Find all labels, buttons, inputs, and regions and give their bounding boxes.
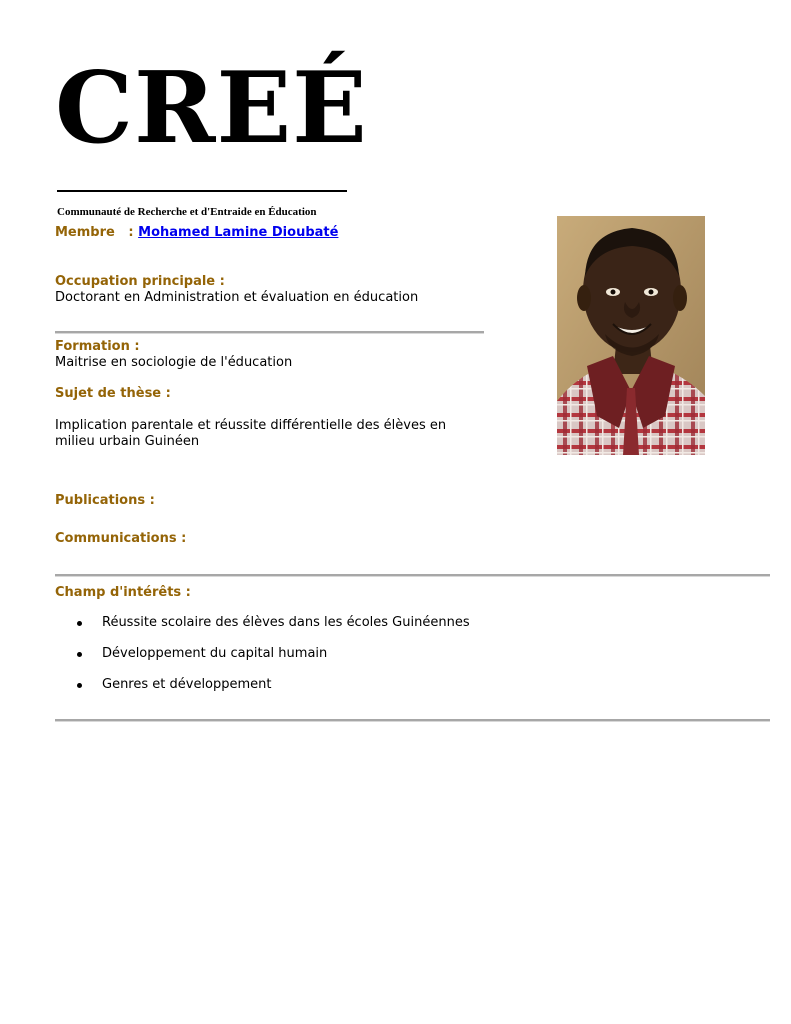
thesis-line-2: milieu urbain Guinéen (55, 434, 200, 449)
interest-text: Réussite scolaire des élèves dans les écoles Guinéennes (102, 615, 470, 630)
formation-value: Maitrise en sociologie de l'éducation (55, 355, 293, 370)
member-row (55, 225, 338, 241)
communications-label: Communications : (55, 531, 187, 546)
interest-text: Développement du capital humain (102, 646, 328, 661)
member-label: Membre : (55, 225, 134, 240)
bullet-icon (77, 652, 82, 657)
interest-text: Genres et développement (102, 677, 272, 692)
logo-rule (57, 190, 347, 192)
cree-logo (55, 50, 368, 218)
formation-label: Formation : (55, 339, 140, 354)
logo-subtitle: Communauté de Recherche et d'Entraide en Éducation (57, 206, 317, 218)
thesis-line-1: Implication parentale et réussite différentielle des élèves en (55, 418, 447, 433)
logo-wordmark: CREÉ (55, 51, 368, 166)
bullet-icon (77, 683, 82, 688)
occupation-value: Doctorant en Administration et évaluation en éducation (55, 290, 419, 305)
member-photo (557, 216, 705, 455)
divider-bottom (55, 719, 770, 722)
interests-label: Champ d'intérêts : (55, 585, 191, 600)
thesis-label: Sujet de thèse : (55, 386, 171, 401)
bullet-icon (77, 621, 82, 626)
occupation-label: Occupation principale : (55, 274, 225, 289)
publications-label: Publications : (55, 493, 155, 508)
member-name-link[interactable]: Mohamed Lamine Dioubaté (138, 225, 339, 240)
divider-top (55, 331, 484, 334)
divider-middle (55, 574, 770, 577)
